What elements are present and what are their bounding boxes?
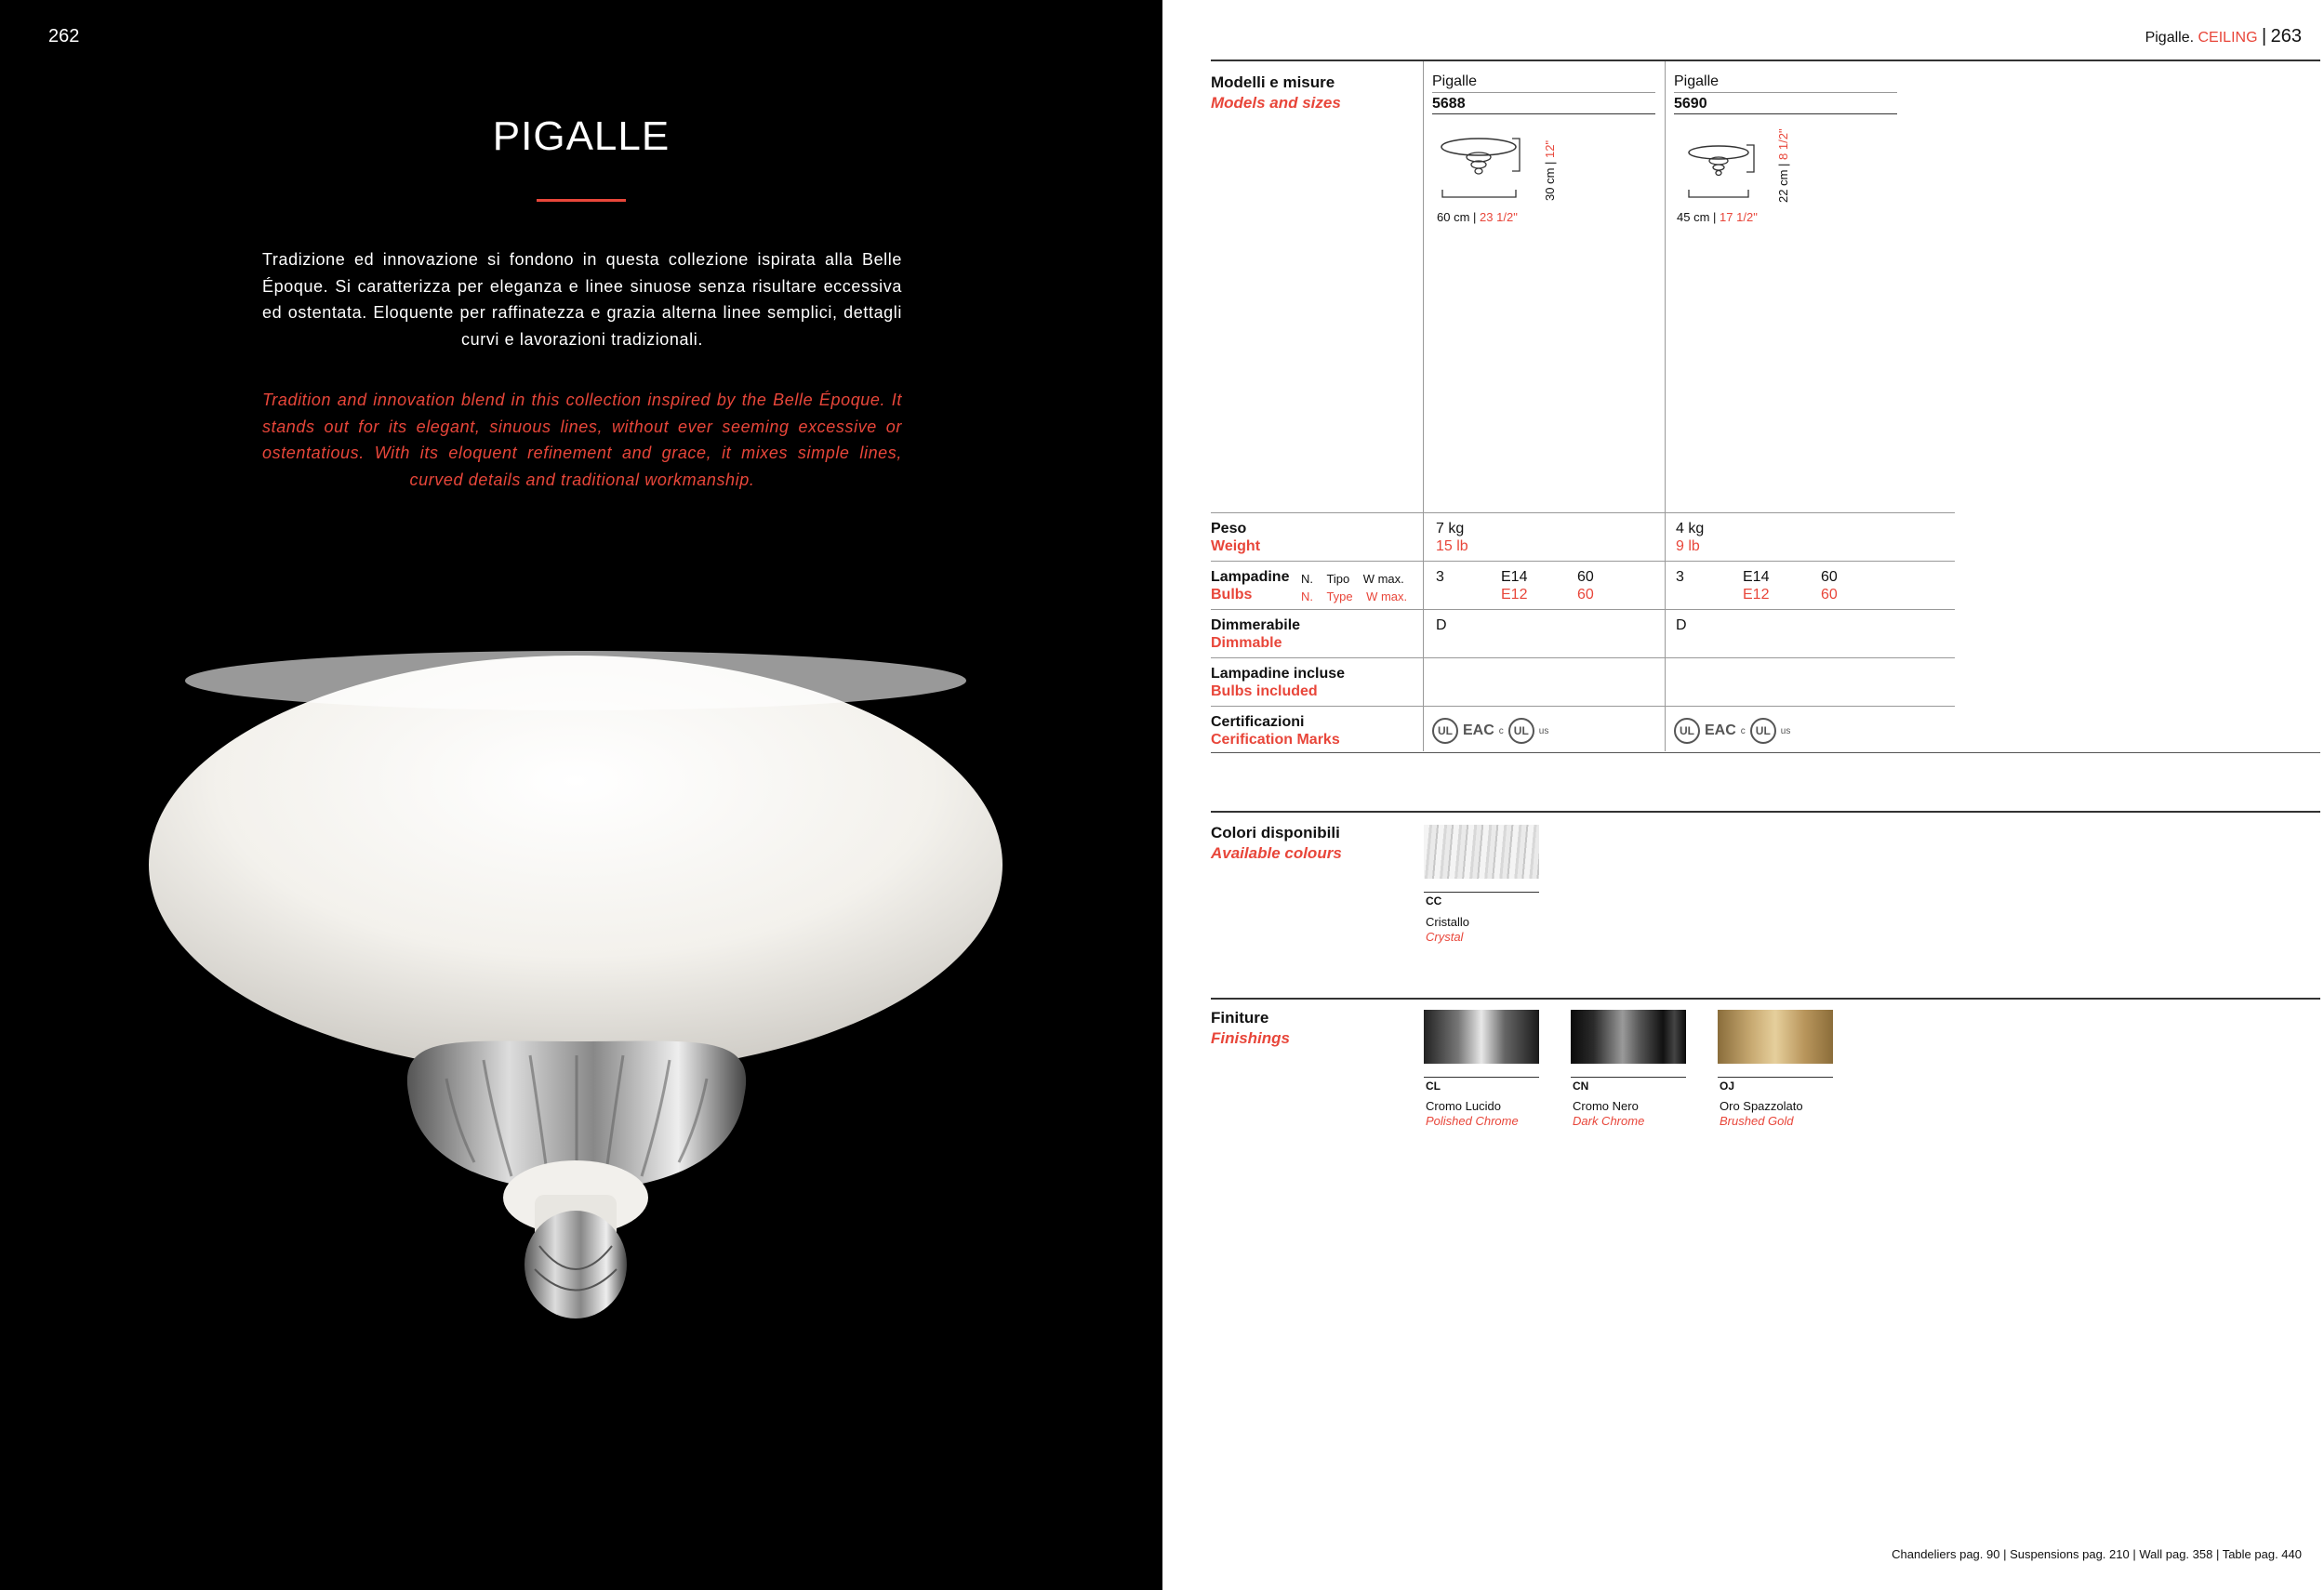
- page-footer-cross-references: Chandeliers pag. 90 | Suspensions pag. 210 | Wall pag. 358 | Table pag. 440: [1892, 1547, 2302, 1561]
- column-divider: [1423, 61, 1424, 751]
- cul-mark-icon: UL: [1508, 718, 1534, 744]
- bulbs-subheader: N. Tipo W max. N. Type W max.: [1301, 572, 1408, 603]
- bulbs-label: Lampadine Bulbs: [1211, 569, 1290, 603]
- finish-swatch-brushed-gold: [1718, 1010, 1833, 1064]
- model-height: 22 cm | 8 1/2": [1776, 128, 1790, 203]
- swatch-rule: [1424, 1077, 1539, 1078]
- finish-swatch-polished-chrome: [1424, 1010, 1539, 1064]
- finishes-label: Finiture Finishings: [1211, 1009, 1290, 1047]
- ul-mark-icon: UL: [1432, 718, 1458, 744]
- eac-mark-icon: EAC: [1463, 722, 1494, 738]
- dimmable-value: D: [1436, 617, 1447, 633]
- intro-italian: Tradizione ed innovazione si fondono in questa collezione ispirata alla Belle Époque. Si caratterizza per eleganza e linee sinuose senza risultare eccessiva ed ostentata. Eloquente per raffinatezza e grazia alterna linee semplici, dettagli curvi e lavorazioni tradizionali.: [262, 250, 902, 349]
- header-rule: [1211, 60, 2320, 61]
- bulbs-w: 60 60: [1577, 569, 1594, 603]
- cul-mark-icon: UL: [1750, 718, 1776, 744]
- weight-label: Peso Weight: [1211, 521, 1261, 554]
- swatch-rule: [1571, 1077, 1686, 1078]
- row-rule: [1211, 657, 1955, 658]
- finish-code: OJ: [1720, 1080, 1735, 1093]
- bulbs-type: E14 E12: [1501, 569, 1528, 603]
- colour-code: CC: [1426, 894, 1442, 908]
- bulbs-included-label: Lampadine incluse Bulbs included: [1211, 666, 1346, 699]
- model-width: 45 cm | 17 1/2": [1677, 210, 1758, 224]
- right-page: [1162, 0, 2324, 1590]
- finish-code: CN: [1573, 1080, 1589, 1093]
- colours-label: Colori disponibili Available colours: [1211, 824, 1342, 862]
- certification-marks: UL EAC c UL us: [1432, 718, 1548, 744]
- model-rule: [1432, 92, 1655, 93]
- page-number-left: 262: [48, 26, 80, 46]
- ul-mark-icon: UL: [1674, 718, 1700, 744]
- model-code: 5688: [1432, 96, 1466, 112]
- bulbs-w: 60 60: [1821, 569, 1838, 603]
- title-divider: [537, 199, 626, 202]
- model-code: 5690: [1674, 96, 1707, 112]
- column-divider: [1665, 61, 1666, 751]
- bulbs-type: E14 E12: [1743, 569, 1770, 603]
- table-bottom-rule: [1211, 752, 2320, 753]
- finish-swatch-dark-chrome: [1571, 1010, 1686, 1064]
- page-number-right: 263: [2270, 26, 2302, 46]
- intro-english: Tradition and innovation blend in this collection inspired by the Belle Époque. It stands out for its elegant, sinuous lines, without ever seeming excessive or ostentatious. With its eloquent refinement and grace, it mixes simple lines, curved details and traditional workmanship.: [262, 391, 902, 489]
- model-rule: [1674, 113, 1897, 114]
- model-rule: [1674, 92, 1897, 93]
- model-name: Pigalle: [1674, 73, 1720, 89]
- page-header: [2145, 26, 2302, 47]
- certification-marks: UL EAC c UL us: [1674, 718, 1790, 744]
- colour-name: Cristallo Crystal: [1426, 915, 1469, 944]
- model-rule: [1432, 113, 1655, 114]
- model-height: 30 cm | 12": [1543, 139, 1557, 201]
- bulbs-n: 3: [1436, 569, 1444, 585]
- finish-code: CL: [1426, 1080, 1441, 1093]
- model-name: Pigalle: [1432, 73, 1478, 89]
- model-5688-drawing-icon: [1438, 134, 1527, 205]
- product-photo-lamp: [139, 642, 1051, 1330]
- models-label: Modelli e misure Models and sizes: [1211, 73, 1341, 112]
- header-collection: Pigalle.: [2145, 30, 2195, 46]
- row-rule: [1211, 609, 1955, 610]
- model-5690-drawing-icon: [1685, 141, 1760, 206]
- finish-name: Cromo Nero Dark Chrome: [1573, 1099, 1645, 1128]
- bulbs-n: 3: [1676, 569, 1684, 585]
- weight-value: 4 kg 9 lb: [1676, 521, 1705, 554]
- header-category: CEILING: [2198, 30, 2258, 46]
- row-rule: [1211, 561, 1955, 562]
- eac-mark-icon: EAC: [1705, 722, 1736, 738]
- dimmable-value: D: [1676, 617, 1687, 633]
- row-rule: [1211, 706, 1955, 707]
- finish-name: Cromo Lucido Polished Chrome: [1426, 1099, 1519, 1128]
- model-width: 60 cm | 23 1/2": [1437, 210, 1518, 224]
- colour-swatch-crystal: [1424, 825, 1539, 879]
- swatch-rule: [1718, 1077, 1833, 1078]
- swatch-rule: [1424, 892, 1539, 893]
- weight-value: 7 kg 15 lb: [1436, 521, 1468, 554]
- dimmable-label: Dimmerabile Dimmable: [1211, 617, 1301, 651]
- finish-name: Oro Spazzolato Brushed Gold: [1720, 1099, 1803, 1128]
- header-separator: |: [2261, 26, 2267, 46]
- page-title: PIGALLE: [492, 113, 671, 159]
- certification-label: Certificazioni Cerification Marks: [1211, 714, 1340, 748]
- finishes-rule: [1211, 998, 2320, 1000]
- row-rule: [1211, 512, 1955, 513]
- colours-rule: [1211, 811, 2320, 813]
